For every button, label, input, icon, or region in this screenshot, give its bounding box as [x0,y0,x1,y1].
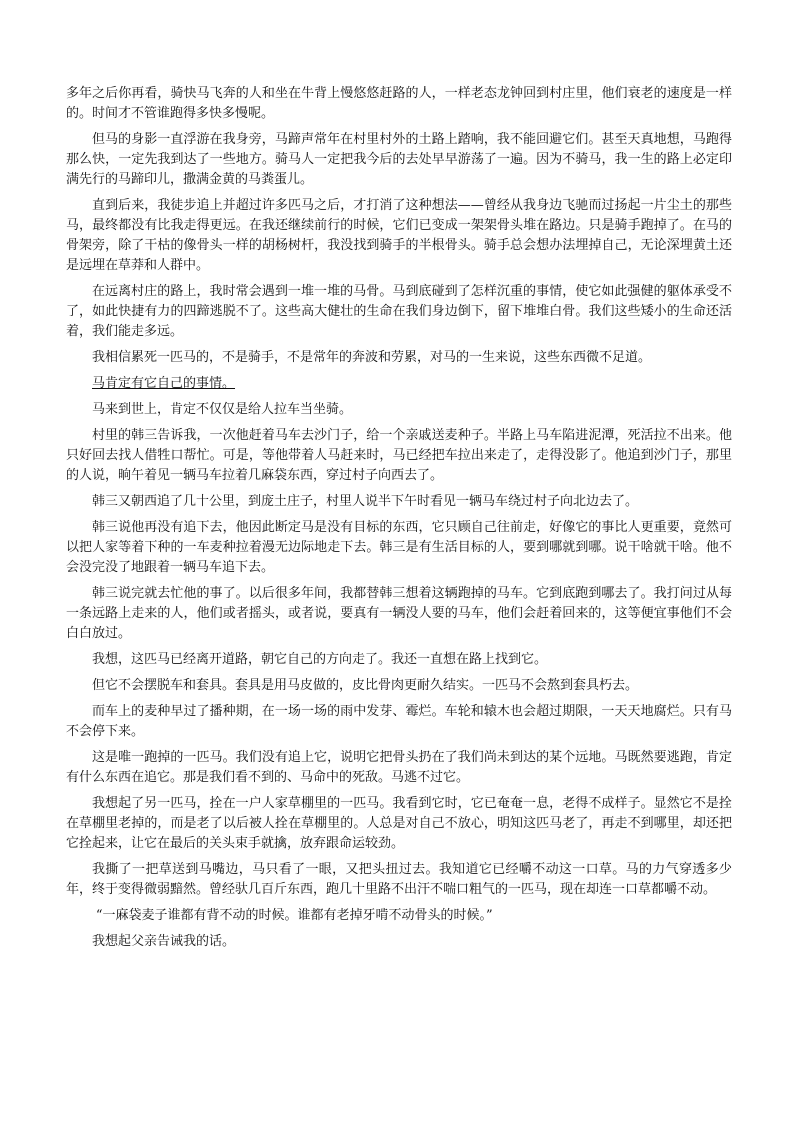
paragraph-6-underlined [66,374,732,394]
paragraph-14: 而车上的麦种早过了播种期，在一场一场的雨中发芽、霉烂。车轮和辕木也会超过期限，一天天地腐烂。只有马不会停下来。 [66,704,732,739]
paragraph-17: 我撕了一把草送到马嘴边，马只看了一眼，又把头扭过去。我知道它已经嚼不动这一口草。马的力气穿透多少年，终于变得微弱黯然。曾经驮几百斤东西，跑几十里路不出汗不喘口粗气的一匹马，现在却连一口草都嚼不动。 [66,862,732,897]
paragraph-12: 我想，这匹马已经离开道路，朝它自己的方向走了。我还一直想在路上找到它。 [92,652,548,667]
paragraph-16: 我想起了另一匹马，拴在一户人家草棚里的一匹马。我看到它时，它已奄奄一息，老得不成样子。显然它不是拴在草棚里老掉的，而是老了以后被人拴在草棚里的。人总是对自己不放心，明知这匹马老了，再走不到哪里，却还把它拴起来，让它在最后的关头束手就擒，放弃跟命运较劲。 [66,796,732,851]
paragraph-19: 我想起父亲告诫我的话。 [92,934,236,949]
paragraph-2: 但马的身影一直浮游在我身旁，马蹄声常年在村里村外的土路上踏响，我不能回避它们。甚至天真地想，马跑得那么快，一定先我到达了一些地方。骑马人一定把我今后的去处早早游荡了一遍。因为不骑马，我一生的路上必定印满先行的马蹄印儿，撒满金黄的马粪蛋儿。 [66,132,732,187]
paragraph-9: 韩三又朝西追了几十公里，到庞土庄子，村里人说半下午时看见一辆马车绕过村子向北边去了。 [92,494,639,509]
paragraph-15: 这是唯一跑掉的一匹马。我们没有追上它，说明它把骨头扔在了我们尚未到达的某个远地。马既然要逃跑，肯定有什么东西在追它。那是我们看不到的、马命中的死敌。马逃不过它。 [66,750,732,785]
paragraph-7: 马来到世上，肯定不仅仅是给人拉车当坐骑。 [92,402,353,417]
underlined-sentence: 马肯定有它自己的事情。 [92,376,236,391]
paragraph-10: 韩三说他再没有追下去，他因此断定马是没有目标的东西，它只顾自己往前走，好像它的事比人更重要，竟然可以把人家等着下种的一车麦种拉着漫无边际地走下去。韩三是有生活目标的人，要到哪就到哪。说干啥就干啥。他不会没完没了地跟着一辆马车追下去。 [66,520,732,575]
paragraph-3: 直到后来，我徒步追上并超过许多匹马之后，才打消了这种想法——曾经从我身边飞驰而过扬起一片尘土的那些马，最终都没有比我走得更远。在我还继续前行的时候，它们已变成一架架骨头堆在路边。只是骑手跑掉了。在马的骨架旁，除了干枯的像骨头一样的胡杨树杆，我没找到骑手的半根骨头。骑手总会想办法埋掉自己，无论深埋黄土还是远埋在草莽和人群中。 [66,198,732,273]
paragraph-5: 我相信累死一匹马的，不是骑手，不是常年的奔波和劳累，对马的一生来说，这些东西微不足道。 [92,350,652,365]
paragraph-18-quote: “一麻袋麦子谁都有背不动的时候。谁都有老掉牙啃不动骨头的时候。” [95,908,493,923]
document-page [66,84,732,958]
paragraph-4: 在远离村庄的路上，我时常会遇到一堆一堆的马骨。马到底碰到了怎样沉重的事情，使它如此强健的躯体承受不了，如此快捷有力的四蹄逃脱不了。这些高大健壮的生命在我们身边倒下，留下堆堆白骨。我们这些矮小的生命还活着，我们能走多远。 [66,284,732,339]
paragraph-1: 多年之后你再看，骑快马飞奔的人和坐在牛背上慢悠悠赶路的人，一样老态龙钟回到村庄里，他们衰老的速度是一样的。时间才不管谁跑得多快多慢呢。 [66,86,732,121]
paragraph-13: 但它不会摆脱车和套具。套具是用马皮做的，皮比骨肉更耐久结实。一匹马不会熬到套具朽去。 [92,678,639,693]
paragraph-11: 韩三说完就去忙他的事了。以后很多年间，我都替韩三想着这辆跑掉的马车。它到底跑到哪去了。我打问过从每一条远路上走来的人，他们或者摇头，或者说，要真有一辆没人要的马车，他们会赶着回来的，这等便宜事他们不会白白放过。 [66,586,732,641]
paragraph-8: 村里的韩三告诉我，一次他赶着马车去沙门子，给一个亲戚送麦种子。半路上马车陷进泥潭，死活拉不出来。他只好回去找人借牲口帮忙。可是，等他带着人马赶来时，马已经把车拉出来走了，走得没影了。他追到沙门子，那里的人说，晌午着见一辆马车拉着几麻袋东西，穿过村子向西去了。 [66,428,732,483]
